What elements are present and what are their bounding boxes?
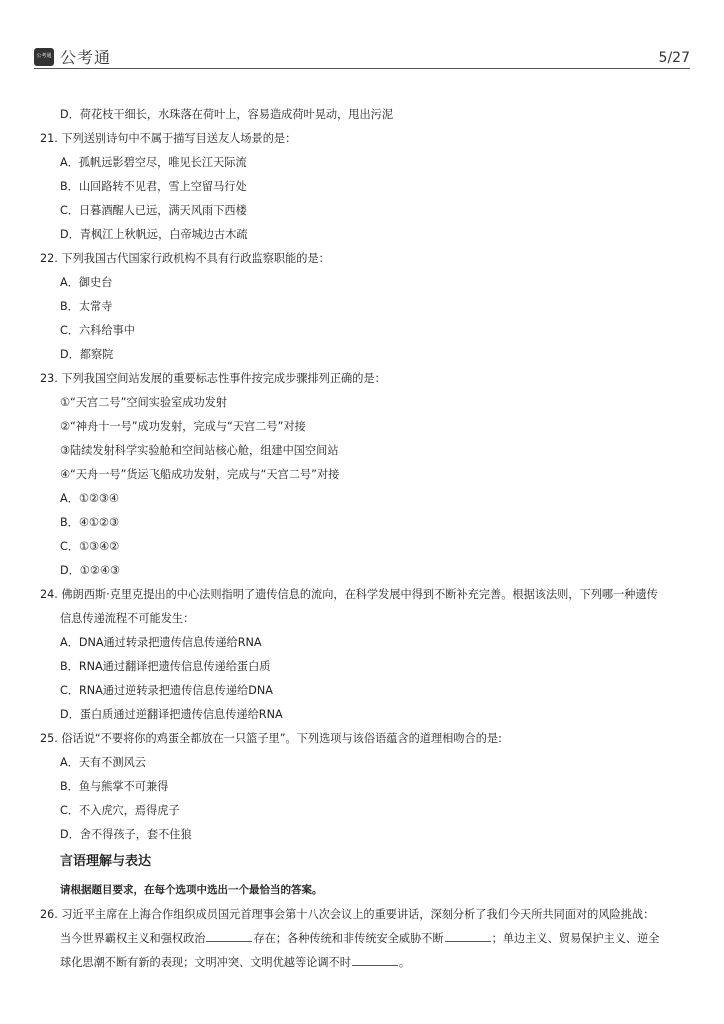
q25-option-a: A．天有不测风云 (60, 756, 146, 769)
q24-option-b: B．RNA通过翻译把遗传信息传递给蛋白质 (60, 660, 271, 673)
q26-stem-line2: 当今世界霸权主义和强权政治 存在；各种传统和非传统安全威胁不断 ；单边主义、贸易保护主义、逆全 (60, 932, 660, 945)
header-divider (34, 68, 690, 69)
question-content (40, 103, 690, 975)
q21-option-b: B．山回路转不见君，雪上空留马行处 (60, 180, 247, 193)
q23-stem: 23. 下列我国空间站发展的重要标志性事件按完成步骤排列正确的是： (40, 372, 386, 385)
q25-option-d: D．舍不得孩子，套不住狼 (60, 828, 192, 841)
fill-blank-3 (352, 954, 398, 966)
q23-option-b: B．④①②③ (60, 516, 119, 529)
q26-stem-line3: 球化思潮不断有新的表现；文明冲突、文明优越等论调不时 。 (60, 956, 411, 969)
q23-item-2: ②“神舟十一号”成功发射，完成与“天宫二号”对接 (60, 420, 306, 433)
q22-option-a: A．御史台 (60, 276, 113, 289)
section-instruction: 请根据题目要求，在每个选项中选出一个最恰当的答案。 (60, 884, 323, 896)
q24-stem: 24. 佛朗西斯·克里克提出的中心法则指明了遗传信息的流向，在科学发展中得到不断补充完善。根据该法则，下列哪一种遗传 (40, 588, 658, 601)
logo-badge-icon: 公考通 (34, 48, 54, 66)
logo (34, 45, 111, 68)
section-title: 言语理解与表达 (60, 854, 152, 869)
q21-option-c: C．日暮酒醒人已远，满天风雨下西楼 (60, 204, 247, 217)
q23-option-a: A．①②③④ (60, 492, 119, 505)
page-header (34, 42, 690, 68)
page-number: 5/27 (658, 50, 690, 66)
q22-option-c: C．六科给事中 (60, 324, 135, 337)
q21-stem: 21. 下列送别诗句中不属于描写目送友人场景的是： (40, 132, 297, 145)
q22-stem: 22. 下列我国古代国家行政机构不具有行政监察职能的是： (40, 252, 330, 265)
q23-option-c: C．①③④② (60, 540, 120, 553)
q24-stem-continued: 信息传递流程不可能发生： (60, 612, 195, 625)
q22-option-b: B．太常寺 (60, 300, 113, 313)
q25-option-b: B．鱼与熊掌不可兼得 (60, 780, 169, 793)
q23-option-d: D．①②④③ (60, 564, 120, 577)
q20-option-d: D．荷花枝干细长，水珠落在荷叶上，容易造成荷叶晃动，甩出污泥 (60, 108, 394, 121)
q25-option-c: C．不入虎穴，焉得虎子 (60, 804, 180, 817)
q21-option-d: D．青枫江上秋帆远，白帝城边古木疏 (60, 228, 248, 241)
fill-blank-2 (445, 930, 491, 942)
q24-option-d: D．蛋白质通过逆翻译把遗传信息传递给RNA (60, 708, 283, 721)
q23-item-4: ④“天舟一号”货运飞船成功发射，完成与“天宫二号”对接 (60, 468, 340, 481)
q24-option-c: C．RNA通过逆转录把遗传信息传递给DNA (60, 684, 273, 697)
q26-stem: 26. 习近平主席在上海合作组织成员国元首理事会第十八次会议上的重要讲话，深刻分析了我们今天所共同面对的风险挑战： (40, 908, 655, 921)
q24-option-a: A．DNA通过转录把遗传信息传递给RNA (60, 636, 262, 649)
fill-blank-1 (206, 930, 252, 942)
q22-option-d: D．都察院 (60, 348, 114, 361)
q21-option-a: A．孤帆远影碧空尽，唯见长江天际流 (60, 156, 247, 169)
q23-item-3: ③陆续发射科学实验舱和空间站核心舱，组建中国空间站 (60, 444, 339, 457)
logo-text: 公考通 (60, 48, 112, 67)
q25-stem: 25. 俗话说“不要将你的鸡蛋全都放在一只篮子里”。下列选项与该俗语蕴含的道理相吻合的是: (40, 732, 502, 745)
q23-item-1: ①“天宫二号”空间实验室成功发射 (60, 396, 228, 409)
